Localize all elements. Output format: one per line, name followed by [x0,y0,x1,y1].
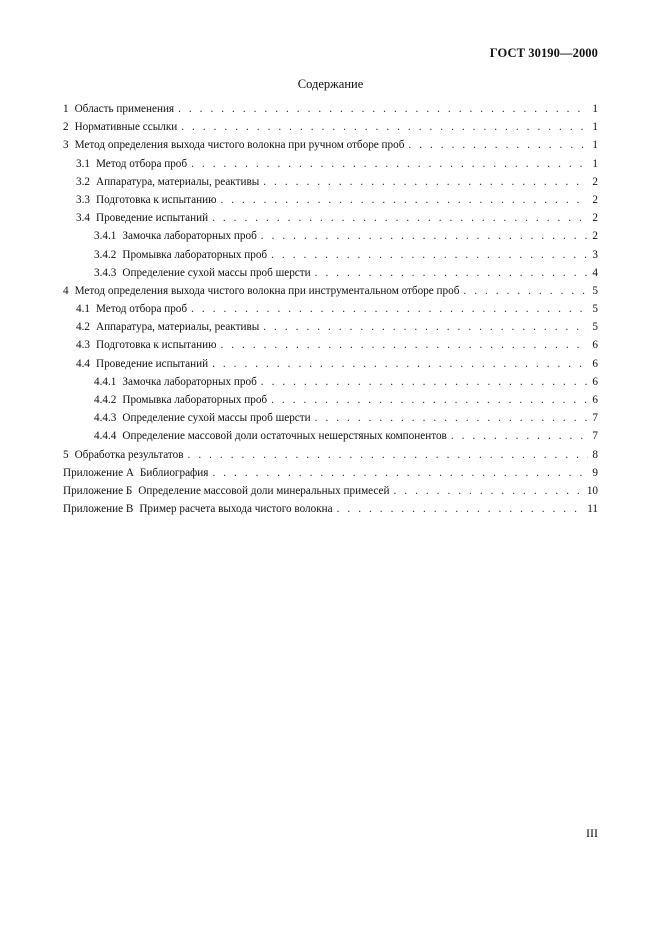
toc-entry[interactable] [63,321,598,339]
toc-entry-number: 5 [63,448,69,461]
toc-entry-number: 3.4.3 [94,266,117,279]
toc-entry[interactable] [63,285,598,303]
toc-entry[interactable] [63,394,598,412]
toc-entry-number: 3.4.2 [94,248,117,261]
toc-entry-page: 1 [592,121,598,134]
toc-leader-dots [188,449,589,461]
toc-entry-page: 6 [592,357,598,370]
toc-entry[interactable] [63,267,598,285]
toc-entry-page: 1 [592,103,598,115]
toc-leader-dots [212,358,588,370]
toc-entry-label: Аппаратура, материалы, реактивы [95,321,260,334]
toc-entry-page: 2 [592,175,598,188]
toc-leader-dots [271,394,588,406]
toc-entry-number: 4.1 [76,303,90,316]
toc-leader-dots [191,303,588,315]
toc-entry-label: Метод отбора проб [95,157,188,170]
toc-entry-label: Замочка лабораторных проб [122,230,257,243]
toc-entry-number: 3.4.1 [94,230,117,243]
toc-entry-number: Приложение В [63,503,134,516]
toc-leader-dots [315,267,589,279]
toc-entry-page: 7 [592,412,598,425]
toc-entry-number: 2 [63,121,69,134]
toc-entry[interactable] [63,467,598,485]
toc-entry-page: 8 [592,448,598,461]
toc-leader-dots [212,467,588,479]
toc-leader-dots [191,158,588,170]
toc-entry-label: Метод отбора проб [95,303,188,316]
toc-entry-label: Промывка лабораторных проб [122,394,268,406]
toc-entry-label: Метод определения выхода чистого волокна при инструментальном отборе проб [74,284,460,297]
toc-entry-number: 4.3 [76,339,90,352]
toc-leader-dots [263,321,588,333]
page-folio: III [586,826,598,840]
toc-entry-label: Область применения [74,103,175,115]
toc-entry-number: 3.4 [76,212,90,225]
toc-entry-page: 9 [592,466,598,479]
toc-entry-label: Нормативные ссылки [74,121,178,134]
toc-entry[interactable] [63,449,598,467]
toc-entry[interactable] [63,194,598,212]
table-of-contents [63,103,598,521]
toc-entry-page: 6 [592,375,598,388]
toc-leader-dots [451,430,589,442]
toc-entry-number: Приложение А [63,466,134,479]
toc-entry-number: 4 [63,284,69,297]
toc-entry-page: 10 [586,484,598,497]
toc-entry[interactable] [63,121,598,139]
toc-entry-page: 1 [592,139,598,152]
toc-leader-dots [315,412,589,424]
toc-entry-label: Подготовка к испытанию [95,193,217,206]
toc-entry[interactable] [63,412,598,430]
toc-entry-label: Подготовка к испытанию [95,339,217,352]
toc-entry-number: 4.4 [76,357,90,370]
toc-entry-label: Обработка результатов [74,448,184,461]
toc-leader-dots [337,503,584,515]
toc-entry-page: 1 [592,157,598,170]
toc-entry-label: Метод определения выхода чистого волокна при ручном отборе проб [74,139,405,152]
toc-entry-number: 4.4.4 [94,430,117,443]
toc-entry-label: Аппаратура, материалы, реактивы [95,175,260,188]
toc-entry-number: Приложение Б [63,484,133,497]
toc-entry-page: 5 [592,321,598,334]
toc-entry-number: 3 [63,139,69,152]
toc-entry-page: 6 [592,394,598,406]
toc-entry-number: 1 [63,103,69,115]
toc-entry[interactable] [63,376,598,394]
toc-leader-dots [181,121,588,133]
toc-entry-label: Определение сухой массы проб шерсти [122,266,311,279]
toc-entry-page: 2 [592,193,598,206]
toc-leader-dots [408,139,588,151]
toc-entry-number: 3.1 [76,157,90,170]
toc-entry-number: 3.2 [76,175,90,188]
toc-entry-label: Проведение испытаний [95,212,209,225]
toc-entry-page: 2 [592,230,598,243]
toc-entry[interactable] [63,230,598,248]
toc-entry-page: 4 [592,266,598,279]
standard-code: ГОСТ 30190—2000 [489,46,598,60]
toc-leader-dots [463,285,588,297]
toc-leader-dots [394,485,583,497]
toc-leader-dots [261,230,589,242]
toc-entry[interactable] [63,503,598,521]
toc-entry[interactable] [63,485,598,503]
toc-entry-page: 6 [592,339,598,352]
toc-entry[interactable] [63,339,598,357]
toc-entry[interactable] [63,430,598,448]
toc-title: Содержание [297,77,364,91]
toc-entry-number: 4.4.3 [94,412,117,425]
toc-entry-page: 7 [592,430,598,443]
toc-entry-label: Замочка лабораторных проб [122,375,257,388]
toc-entry-label: Библиография [139,466,209,479]
toc-entry-label: Определение массовой доли минеральных примесей [138,484,390,497]
toc-leader-dots [263,176,588,188]
toc-leader-dots [271,249,588,261]
toc-entry-label: Промывка лабораторных проб [122,248,268,261]
toc-entry[interactable] [63,158,598,176]
toc-leader-dots [220,339,588,351]
toc-entry[interactable] [63,103,598,121]
toc-leader-dots [178,103,588,115]
toc-entry[interactable] [63,139,598,157]
toc-entry-label: Пример расчета выхода чистого волокна [139,503,333,516]
toc-entry-number: 4.4.2 [94,394,117,406]
toc-entry-label: Проведение испытаний [95,357,209,370]
toc-leader-dots [212,212,588,224]
toc-entry-label: Определение сухой массы проб шерсти [122,412,311,425]
toc-entry[interactable] [63,176,598,194]
toc-entry[interactable] [63,249,598,267]
toc-entry[interactable] [63,303,598,321]
toc-entry-page: 5 [592,303,598,316]
toc-entry-label: Определение массовой доли остаточных нешерстяных компонентов [122,430,447,443]
toc-leader-dots [261,376,589,388]
toc-entry-page: 2 [592,212,598,225]
toc-entry[interactable] [63,358,598,376]
toc-entry-number: 4.2 [76,321,90,334]
toc-entry-number: 3.3 [76,193,90,206]
toc-entry[interactable] [63,212,598,230]
toc-entry-number: 4.4.1 [94,375,117,388]
toc-entry-page: 11 [587,503,598,516]
toc-leader-dots [220,194,588,206]
toc-entry-page: 3 [592,248,598,261]
toc-entry-page: 5 [592,284,598,297]
